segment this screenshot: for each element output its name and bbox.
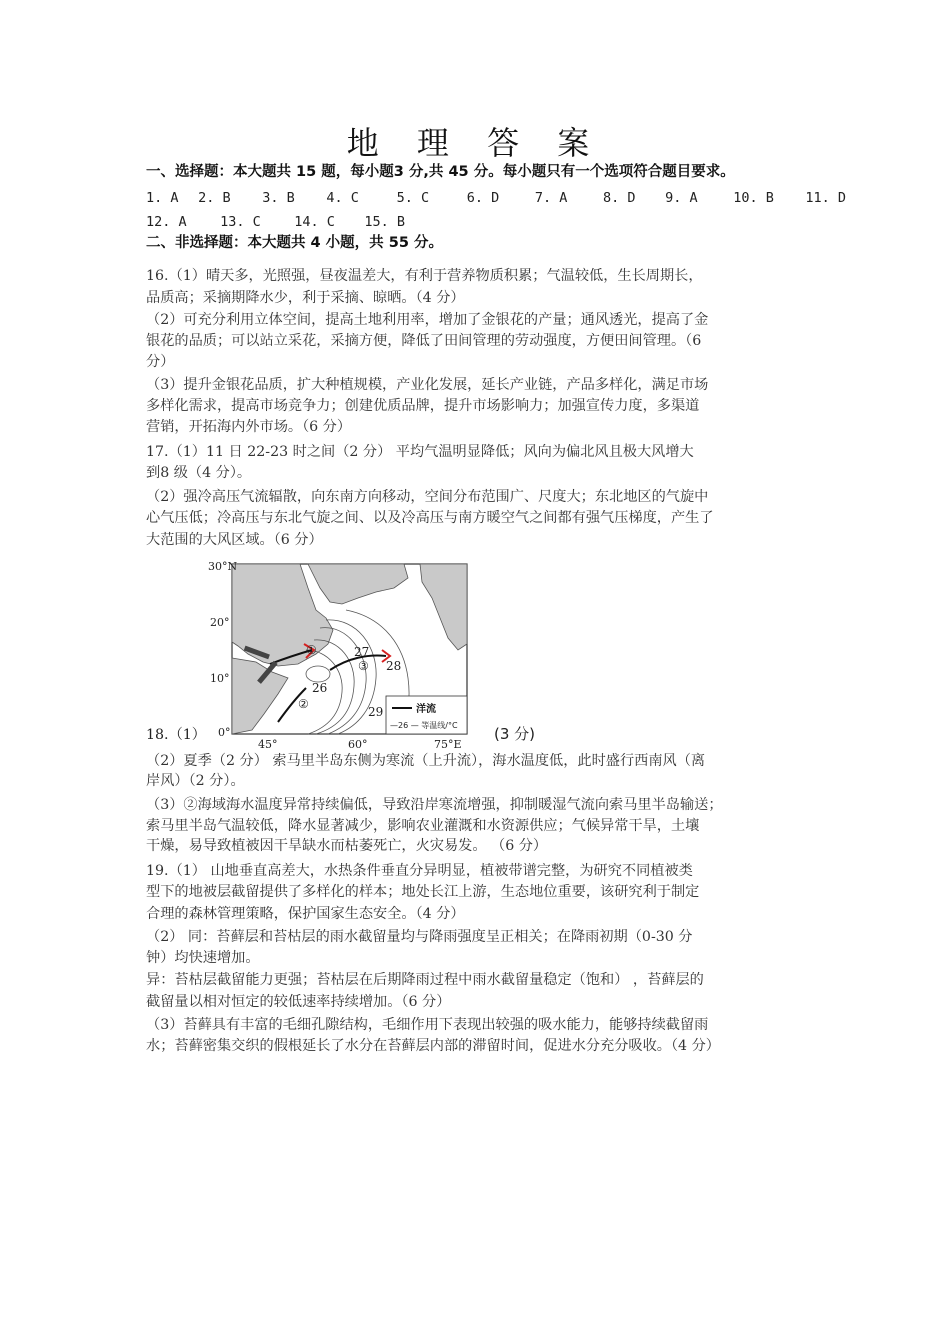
q16-text: 营销，开拓海内外市场。（6 分） — [146, 419, 352, 435]
answer-item: 8. D — [602, 190, 636, 206]
answer-row-2 — [146, 212, 810, 232]
q19-text: 合理的森林管理策略，保护国家生态安全。（4 分） — [146, 906, 465, 922]
answer-item: 6. D — [466, 190, 500, 206]
isotherm-label: 28 — [386, 659, 402, 673]
q16-text: （2）可充分利用立体空间，提高土地利用率，增加了金银花的产量；通风透光，提高了金 — [146, 312, 709, 328]
q18-text: 岸风）（2 分）。 — [146, 773, 245, 789]
ocean-current-map — [208, 558, 470, 748]
q16-text: 银花的品质；可以站立采花，采摘方便，降低了田间管理的劳动强度，方便田间管理。（6 — [146, 333, 702, 349]
answer-item: 13. C — [220, 214, 261, 230]
lon-label: 45° — [258, 738, 278, 748]
answer-item: 14. C — [294, 214, 335, 230]
answer-item: 12. A — [146, 214, 187, 230]
lat-label: 10° — [210, 672, 230, 685]
answer-item: 7. A — [534, 190, 568, 206]
answer-item: 2. B — [198, 190, 231, 206]
answer-item: 11. D — [805, 190, 847, 206]
marker-1: ① — [306, 643, 317, 657]
q17-text: 17.（1）11 日 22-23 时之间（2 分） 平均气温明显降低；风向为偏北风且极大风增大 — [146, 444, 694, 460]
q19-text: 钟）均快速增加。 — [146, 950, 260, 966]
marker-2: ② — [298, 697, 309, 711]
answer-row-1 — [146, 188, 847, 208]
answer-item: 5. C — [396, 190, 430, 206]
q17-text: 到8 级（4 分）。 — [146, 465, 252, 481]
page-title: 地 理 答 案 — [346, 124, 604, 162]
q19-text: 19.（1） 山地垂直高差大，水热条件垂直分异明显，植被带谱完整，为研究不同植被类 — [146, 863, 693, 879]
q16-text: 品质高；采摘期降水少，利于采摘、晾晒。（4 分） — [146, 290, 465, 306]
q18-text: （2）夏季（2 分） 索马里半岛东侧为寒流（上升流），海水温度低，此时盛行西南风（离 — [146, 753, 706, 769]
answer-item: 4. C — [326, 190, 359, 206]
legend-isotherm: —26 — 等温线/°C — [390, 721, 458, 730]
answer-item: 1. A — [146, 190, 179, 206]
isotherm-label: 29 — [368, 705, 384, 719]
answer-item: 9. A — [665, 190, 698, 206]
q19-text: 型下的地被层截留提供了多样化的样本；地处长江上游，生态地位重要，该研究利于制定 — [146, 884, 700, 900]
q18-text: 干燥，易导致植被因干旱缺水而枯萎死亡，火灾易发。 （6 分） — [146, 838, 548, 854]
q16-text: 16.（1）晴天多，光照强，昼夜温差大，有利于营养物质积累；气温较低，生长周期长， — [146, 268, 703, 284]
legend-current: 洋流 — [416, 704, 436, 715]
lon-label: 60° — [348, 738, 368, 748]
q17-text: （2）强冷高压气流辐散，向东南方向移动，空间分布范围广、尺度大；东北地区的气旋中 — [146, 489, 709, 505]
section1-heading: 一、选择题：本大题共 15 题，每小题3 分,共 45 分。每小题只有一个选项符合题目要求。 — [146, 164, 735, 180]
answer-item: 15. B — [364, 214, 406, 230]
isotherm-label: 26 — [312, 681, 328, 695]
lat-label: 0° — [218, 726, 231, 739]
q18-score: (3 分) — [494, 725, 536, 743]
q18-text: 索马里半岛气温较低，降水显著减少，影响农业灌溉和水资源供应；气候异常干旱，土壤 — [146, 818, 700, 834]
q19-text: 截留量以相对恒定的较低速率持续增加。（6 分） — [146, 994, 451, 1010]
q17-text: 大范围的大风区域。（6 分） — [146, 532, 323, 548]
isotherm-label: 27 — [354, 645, 370, 659]
q18-text: （3）②海域海水温度异常持续偏低，导致沿岸寒流增强，抑制暖湿气流向索马里半岛输送； — [146, 797, 723, 813]
q16-text: （3）提升金银花品质，扩大种植规模，产业化发展，延长产业链，产品多样化，满足市场 — [146, 377, 709, 393]
section2-heading: 二、非选择题：本大题共 4 小题，共 55 分。 — [146, 235, 443, 251]
q18-label: 18.（1） — [146, 727, 206, 743]
q16-text: 分） — [146, 354, 175, 370]
q19-text: 异：苔枯层截留能力更强；苔枯层在后期降雨过程中雨水截留量稳定（饱和） ，苔藓层的 — [146, 972, 704, 988]
q19-text: （2） 同：苔藓层和苔枯层的雨水截留量均与降雨强度呈正相关；在降雨初期（0-30 分 — [146, 929, 693, 945]
q16-text: 多样化需求，提高市场竞争力；创建优质品牌，提升市场影响力；加强宣传力度，多渠道 — [146, 398, 700, 414]
answer-item: 10. B — [733, 190, 774, 206]
lon-label: 75°E — [434, 738, 462, 748]
lat-label: 20° — [210, 616, 230, 629]
marker-3: ③ — [358, 659, 369, 673]
q19-text: （3）苔藓具有丰富的毛细孔隙结构，毛细作用下表现出较强的吸水能力，能够持续截留雨 — [146, 1017, 709, 1033]
lat-label: 30°N — [208, 560, 238, 573]
q19-text: 水；苔藓密集交织的假根延长了水分在苔藓层内部的滞留时间，促进水分充分吸收。（4 分） — [146, 1038, 720, 1054]
answer-item: 3. B — [262, 190, 295, 206]
q17-text: 心气压低；冷高压与东北气旋之间、以及冷高压与南方暖空气之间都有强气压梯度，产生了 — [146, 510, 714, 526]
